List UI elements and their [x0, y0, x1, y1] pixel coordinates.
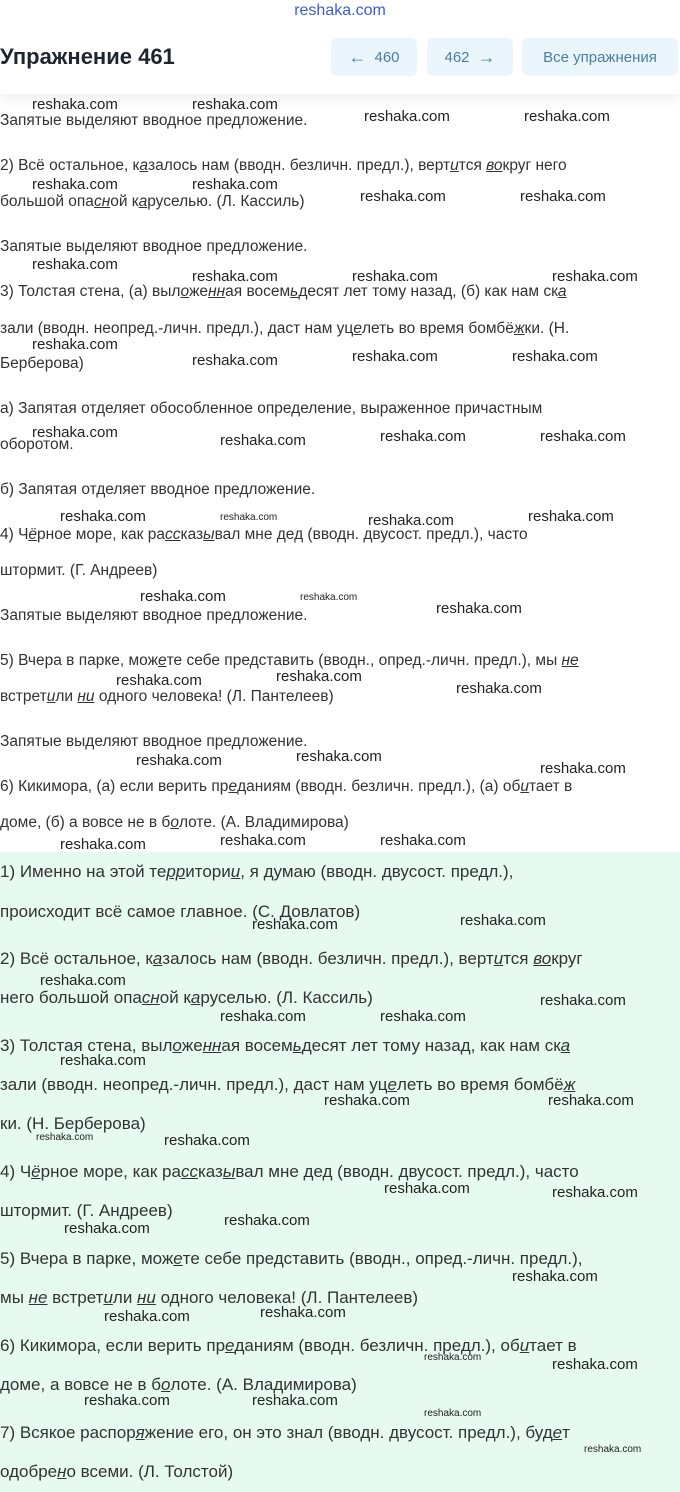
watermark-text: reshaka.com — [60, 1052, 146, 1069]
answer-line — [0, 1249, 583, 1269]
text-segment: Запятые выделяют вводное предложение. — [0, 238, 308, 255]
solution-line — [0, 193, 305, 211]
marked-letters: сн — [93, 193, 111, 210]
marked-letters: а — [152, 949, 163, 968]
text-segment: зали (вводн. неопред.-личн. предл.), даст нам уц — [0, 320, 354, 337]
watermark-text: reshaka.com — [32, 336, 118, 353]
marked-letters: и — [493, 949, 504, 968]
watermark-text: reshaka.com — [164, 1132, 250, 1149]
watermark-text: reshaka.com — [192, 96, 278, 113]
text-segment: круг — [551, 949, 583, 968]
text-segment: ли — [112, 1288, 138, 1307]
watermark-text: reshaka.com — [116, 672, 202, 689]
answer-line — [0, 1201, 173, 1221]
text-segment: итори — [185, 862, 231, 881]
solution-text — [0, 95, 680, 852]
marked-letters: о — [172, 1036, 182, 1055]
watermark-text: reshaka.com — [140, 588, 226, 605]
marked-letters: е — [158, 652, 167, 669]
watermark-text: reshaka.com — [436, 600, 522, 617]
text-segment: встрет — [0, 688, 47, 705]
watermark-text: reshaka.com — [60, 508, 146, 525]
watermark-text: reshaka.com — [548, 1092, 634, 1109]
text-segment: а) Запятая отделяет обособленное определение, выраженное причастным — [0, 400, 543, 417]
text-segment: леть во время бомбё — [396, 1075, 564, 1094]
solution-line — [0, 283, 567, 301]
marked-letters: и — [103, 1288, 113, 1307]
watermark-text: reshaka.com — [380, 428, 466, 445]
solution-line — [0, 733, 307, 751]
watermark-text: reshaka.com — [384, 1180, 470, 1197]
text-segment: Запятые выделяют вводное предложение. — [0, 112, 308, 129]
watermark-text: reshaka.com — [136, 752, 222, 769]
text-segment: десят лет тому назад, (б) как нам ск — [298, 283, 558, 300]
watermark-text: reshaka.com — [276, 668, 362, 685]
marked-letters: и — [519, 1336, 530, 1355]
watermark-text: reshaka.com — [524, 108, 610, 125]
watermark-text: reshaka.com — [352, 268, 438, 285]
text-segment: большой опа — [0, 193, 94, 210]
text-segment: даниям (вводн. безличн. предл.), об — [234, 1336, 520, 1355]
watermark-text: reshaka.com — [32, 176, 118, 193]
marked-letters: ё — [31, 1162, 41, 1181]
text-segment: 4) Ч — [0, 1162, 32, 1181]
answer-line — [0, 1075, 575, 1095]
marked-letters: и — [46, 688, 56, 705]
marked-letters: и — [230, 862, 241, 881]
answer-line — [0, 1462, 233, 1482]
marked-letters: ы — [203, 526, 215, 543]
text-segment: тся — [458, 157, 487, 174]
watermark-text: reshaka.com — [540, 992, 626, 1009]
watermark-text: reshaka.com — [32, 96, 118, 113]
marked-letters: ни — [77, 688, 95, 705]
watermark-text: reshaka.com — [352, 348, 438, 365]
marked-letters: не — [561, 652, 579, 669]
text-segment: залось нам (вводн. безличн. предл.), верт — [162, 949, 494, 968]
solution-line — [0, 157, 567, 175]
text-segment: каз — [197, 1162, 223, 1181]
marked-letters: и — [450, 157, 459, 174]
marked-letters: а — [560, 1036, 571, 1055]
arrow-right-icon: → — [477, 46, 496, 67]
text-segment: руселью. (Л. Кассиль) — [147, 193, 305, 210]
text-segment: Запятые выделяют вводное предложение. — [0, 607, 308, 624]
text-segment: него большой опа — [0, 988, 142, 1007]
marked-letters: ж — [563, 1075, 576, 1094]
text-segment: мы — [0, 1288, 29, 1307]
answer-line — [0, 862, 513, 882]
answer-line — [0, 1114, 146, 1134]
all-exercises-button[interactable]: Все упражнения — [522, 38, 678, 76]
watermark-text: reshaka.com — [552, 1184, 638, 1201]
text-segment: ки. (Н. — [524, 320, 570, 337]
answer-line — [0, 1423, 570, 1443]
watermark-text: reshaka.com — [260, 1304, 346, 1321]
answer-line — [0, 988, 373, 1008]
watermark-text: reshaka.com — [32, 256, 118, 273]
watermark-text: reshaka.com — [360, 188, 446, 205]
marked-letters: о — [161, 1375, 171, 1394]
watermark-text: reshaka.com — [220, 1008, 306, 1025]
watermark-text: reshaka.com — [36, 1132, 94, 1143]
text-segment: б) Запятая отделяет вводное предложение. — [0, 481, 316, 498]
text-segment: десят лет тому назад, как нам ск — [301, 1036, 561, 1055]
marked-letters: нн — [208, 283, 226, 300]
marked-letters: а — [557, 283, 567, 300]
watermark-text: reshaka.com — [520, 188, 606, 205]
text-segment: штормит. (Г. Андреев) — [0, 1201, 173, 1220]
text-segment: рное море, как ра — [40, 1162, 181, 1181]
text-segment: Запятые выделяют вводное предложение. — [0, 733, 308, 750]
watermark-text: reshaka.com — [224, 1212, 310, 1229]
text-segment: оборотом. — [0, 436, 74, 453]
watermark-text: reshaka.com — [512, 348, 598, 365]
marked-letters: е — [387, 1075, 397, 1094]
watermark-text: reshaka.com — [424, 1408, 482, 1419]
text-segment: 1) Именно на этой те — [0, 862, 167, 881]
marked-letters: ни — [137, 1288, 156, 1307]
watermark-text: reshaka.com — [220, 512, 278, 523]
marked-letters: ж — [513, 320, 525, 337]
answer-line — [0, 949, 583, 969]
watermark-text: reshaka.com — [84, 1392, 170, 1409]
text-segment: происходит всё самое главное. (С. Довлатов) — [0, 902, 361, 921]
watermark-text: reshaka.com — [296, 748, 382, 765]
watermark-text: reshaka.com — [220, 432, 306, 449]
watermark-text: reshaka.com — [552, 1356, 638, 1373]
text-segment: встрет — [47, 1288, 104, 1307]
watermark-text: reshaka.com — [528, 508, 614, 525]
text-segment: доме, а вовсе не в б — [0, 1375, 162, 1394]
answer-line — [0, 1162, 579, 1182]
marked-letters: во — [533, 949, 552, 968]
marked-letters: о — [180, 283, 190, 300]
text-segment: ли — [55, 688, 78, 705]
solution-line — [0, 814, 349, 832]
marked-letters: а — [138, 193, 148, 210]
watermark-text: reshaka.com — [252, 916, 338, 933]
text-segment: штормит. (Г. Андреев) — [0, 562, 158, 579]
exercise-header — [0, 30, 680, 94]
marked-letters: сс — [164, 526, 181, 543]
text-segment: 5) Вчера в парке, мож — [0, 1249, 174, 1268]
text-segment: тает в — [529, 1336, 577, 1355]
text-segment: руселью. (Л. Кассиль) — [200, 988, 373, 1007]
watermark-text: reshaka.com — [220, 832, 306, 849]
text-segment: жение его, он это знал (вводн. двусост. предл.), буд — [144, 1423, 553, 1442]
watermark-text: reshaka.com — [540, 760, 626, 777]
text-segment: те себе представить (вводн., опред.-личн. предл.), мы — [166, 652, 562, 669]
text-segment: 3) Толстая стена, (а) выл — [0, 283, 181, 300]
watermark-text: reshaka.com — [32, 424, 118, 441]
page-title: Упражнение 461 — [0, 44, 175, 69]
marked-letters: нн — [202, 1036, 222, 1055]
marked-letters: е — [353, 320, 362, 337]
watermark-text: reshaka.com — [456, 680, 542, 697]
marked-letters: и — [520, 778, 529, 795]
next-exercise-button[interactable] — [427, 38, 513, 76]
solution-line — [0, 238, 307, 256]
marked-letters: е — [552, 1423, 563, 1442]
text-segment: Берберова) — [0, 355, 84, 372]
watermark-text: reshaka.com — [60, 836, 146, 853]
watermark-text: reshaka.com — [192, 268, 278, 285]
text-segment: 2) Всё остальное, к — [0, 157, 140, 174]
text-segment: даниям (вводн. безличн. предл.), (а) об — [237, 778, 521, 795]
prev-exercise-label: 460 — [374, 48, 400, 66]
text-segment: , я думаю (вводн. двусост. предл.), — [240, 862, 514, 881]
text-segment: т — [562, 1423, 570, 1442]
watermark-text: reshaka.com — [460, 912, 546, 929]
text-segment: зали (вводн. неопред.-личн. предл.), даст нам уц — [0, 1075, 388, 1094]
watermark-text: reshaka.com — [104, 1308, 190, 1325]
text-segment: одного человека! (Л. Пантелеев) — [155, 1288, 419, 1307]
marked-letters: сн — [141, 988, 160, 1007]
text-segment: тся — [503, 949, 534, 968]
solution-line — [0, 688, 334, 706]
solution-line — [0, 355, 84, 373]
text-segment: 2) Всё остальное, к — [0, 949, 153, 968]
text-segment: тает в — [528, 778, 573, 795]
text-segment: те себе представить (вводн., опред.-личн. предл.), — [182, 1249, 583, 1268]
marked-letters: не — [28, 1288, 48, 1307]
text-segment: же — [181, 1036, 203, 1055]
text-segment: ой к — [159, 988, 191, 1007]
solution-line — [0, 400, 542, 418]
marked-letters: я — [135, 1423, 145, 1442]
marked-letters: н — [57, 1462, 67, 1481]
solution-line — [0, 562, 157, 580]
text-segment: каз — [180, 526, 204, 543]
watermark-text: reshaka.com — [512, 1268, 598, 1285]
text-segment: 4) Ч — [0, 526, 29, 543]
text-segment: вал мне дед (вводн. двусост. предл.), часто — [214, 526, 528, 543]
text-segment: ой к — [110, 193, 139, 210]
text-segment: же — [189, 283, 209, 300]
text-segment: залось нам (вводн. безличн. предл.), верт — [147, 157, 451, 174]
text-segment: ки. (Н. Берберова) — [0, 1114, 146, 1133]
text-segment: лоте. (А. Владимирова) — [178, 814, 349, 831]
marked-letters: во — [486, 157, 503, 174]
marked-letters: а — [139, 157, 148, 174]
marked-letters: ё — [28, 526, 38, 543]
site-link[interactable]: reshaka.com — [294, 2, 386, 19]
text-segment: доме, (б) а вовсе не в б — [0, 814, 171, 831]
text-segment: круг него — [502, 157, 567, 174]
text-segment: лоте. (А. Владимирова) — [170, 1375, 357, 1394]
text-segment: 5) Вчера в парке, мож — [0, 652, 158, 669]
marked-letters: рр — [166, 862, 186, 881]
text-segment: 6) Кикимора, (а) если верить пр — [0, 778, 229, 795]
solution-line — [0, 607, 307, 625]
watermark-text: reshaka.com — [380, 832, 466, 849]
text-segment: ая восем — [225, 283, 291, 300]
watermark-text: reshaka.com — [584, 1444, 642, 1455]
watermark-text: reshaka.com — [540, 428, 626, 445]
solution-line — [0, 778, 572, 796]
arrow-left-icon: ← — [348, 46, 367, 67]
answer-line — [0, 1336, 577, 1356]
marked-letters: о — [170, 814, 179, 831]
text-segment: 7) Всякое распор — [0, 1423, 136, 1442]
text-segment: рное море, как ра — [37, 526, 165, 543]
marked-letters: ь — [290, 283, 299, 300]
marked-letters: е — [173, 1249, 183, 1268]
marked-letters: а — [190, 988, 201, 1007]
text-segment: вал мне дед (вводн. двусост. предл.), часто — [235, 1162, 579, 1181]
text-segment: 6) Кикимора, если верить пр — [0, 1336, 226, 1355]
answer-line — [0, 1288, 418, 1308]
watermark-text: reshaka.com — [192, 176, 278, 193]
watermark-text: reshaka.com — [252, 1392, 338, 1409]
marked-letters: е — [225, 1336, 235, 1355]
text-segment: ая восем — [221, 1036, 293, 1055]
next-exercise-label: 462 — [444, 48, 470, 66]
watermark-text: reshaka.com — [40, 972, 126, 989]
solution-line — [0, 112, 307, 130]
text-segment: леть во время бомбё — [361, 320, 514, 337]
watermark-text: reshaka.com — [368, 512, 454, 529]
text-segment: одобре — [0, 1462, 58, 1481]
marked-letters: сс — [180, 1162, 198, 1181]
text-segment: 3) Толстая стена, выл — [0, 1036, 173, 1055]
watermark-text: reshaka.com — [552, 268, 638, 285]
solution-line — [0, 481, 315, 499]
watermark-text: reshaka.com — [380, 1008, 466, 1025]
prev-exercise-button[interactable] — [331, 38, 417, 76]
marked-letters: ь — [292, 1036, 302, 1055]
watermark-text: reshaka.com — [192, 352, 278, 369]
watermark-text: reshaka.com — [64, 1220, 150, 1237]
watermark-text: reshaka.com — [324, 1092, 410, 1109]
watermark-text: reshaka.com — [300, 592, 358, 603]
watermark-text: reshaka.com — [364, 108, 450, 125]
text-segment: о всеми. (Л. Толстой) — [66, 1462, 234, 1481]
watermark-text: reshaka.com — [424, 1352, 482, 1363]
marked-letters: е — [228, 778, 238, 795]
marked-letters: ы — [222, 1162, 236, 1181]
text-segment: одного человека! (Л. Пантелеев) — [94, 688, 334, 705]
